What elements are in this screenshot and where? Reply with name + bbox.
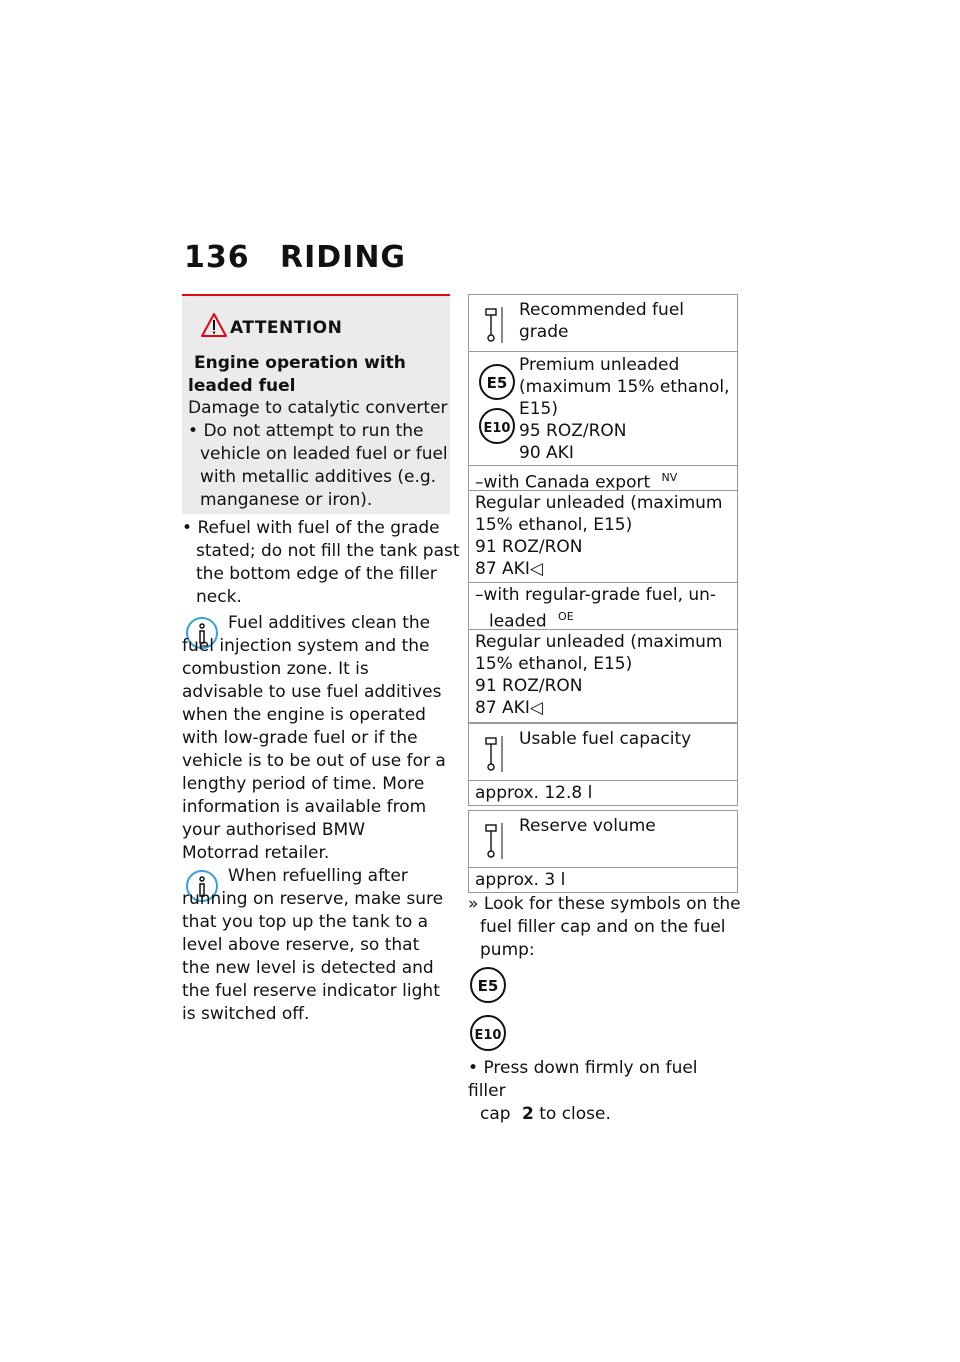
premium-line: 95 ROZ/RON [519, 421, 627, 441]
attention-subtitle-line1: Engine operation with [194, 353, 406, 373]
reserve-heading: Reserve volume [519, 816, 656, 836]
fuel-gauge-icon [483, 734, 505, 774]
regular-grade-label-line1: –with regular-grade fuel, un- [475, 585, 717, 605]
e10-label: E10 [474, 1028, 502, 1043]
attention-bullet: • Do not attempt to run the vehicle on leaded fuel or fuel with metallic additives (e.g. manganese or iron). [188, 421, 448, 510]
regular-grade-sup: OE [558, 610, 574, 623]
attention-bullet-text: Do not attempt to run the vehicle on leaded fuel or fuel with metallic additives (e.g. manganese or iron). [200, 421, 448, 510]
reserve-heading-row [469, 811, 737, 867]
capacity-value: approx. 12.8 l [475, 783, 593, 803]
regular-line: 87 AKI◁ [475, 698, 543, 718]
press-text-1: Press down firmly on fuel filler [468, 1058, 698, 1101]
regular-text-1 [475, 492, 731, 580]
page-header [184, 240, 406, 275]
premium-line: E15) [519, 399, 559, 419]
premium-text [519, 354, 733, 464]
premium-row [469, 351, 737, 465]
regular-line: 15% ethanol, E15) [475, 654, 633, 674]
regular-line: 91 ROZ/RON [475, 676, 583, 696]
capacity-heading: Usable fuel capacity [519, 729, 692, 749]
regular-line: 87 AKI◁ [475, 559, 543, 579]
attention-subtitle [188, 352, 406, 398]
press-cap-bullet [468, 1057, 740, 1126]
attention-title: ATTENTION [230, 318, 343, 338]
attention-subtitle-line2: leaded fuel [188, 376, 296, 396]
attention-box [182, 294, 450, 514]
info-text-additives: Fuel additives clean the fuel injection system and the combustion zone. It is advisable to use fuel additives when the engine is operated with low-grade fuel or if the vehicle is to be out of use for a lengthy period of time. More information is available from your authorised BMW Motorrad retailer. [182, 613, 446, 863]
capacity-table [468, 723, 738, 806]
look-for-symbols [468, 893, 750, 962]
regular-line: 15% ethanol, E15) [475, 515, 633, 535]
regular-row-2 [469, 629, 737, 722]
reserve-value: approx. 3 l [475, 870, 566, 890]
regular-grade-label-text: leaded [489, 611, 547, 632]
premium-line: 90 AKI [519, 443, 574, 463]
regular-row-1 [469, 490, 737, 582]
section-title: RIDING [280, 240, 407, 275]
refuel-bullet: • Refuel with fuel of the grade stated; do not fill the tank past the bottom edge of the filler neck. [182, 518, 460, 607]
fuel-gauge-icon [483, 821, 505, 861]
regular-line: Regular unleaded (maximum [475, 632, 723, 652]
fuel-grade-table [468, 294, 738, 723]
e5-symbol-icon [468, 965, 508, 1005]
warning-triangle-icon [200, 312, 228, 338]
info-text-reserve: When refuelling after running on reserve, make sure that you top up the tank to a level above reserve, so that the new level is detected and the fuel reserve indicator light is switched off. [182, 866, 444, 1024]
page-number: 136 [184, 240, 250, 275]
e10-symbol-icon [477, 406, 517, 446]
e10-symbol-icon [468, 1013, 508, 1053]
refuel-bullet-text: Refuel with fuel of the grade stated; do not fill the tank past the bottom edge of the filler neck. [196, 518, 460, 607]
regular-grade-row [469, 582, 737, 632]
e5-label: E5 [477, 977, 499, 995]
fuel-gauge-icon [483, 305, 505, 345]
press-text-2b: to close. [539, 1104, 611, 1124]
reserve-table [468, 810, 738, 893]
fuel-grade-heading: Recommended fuel grade [519, 300, 684, 342]
look-text: Look for these symbols on the fuel filler cap and on the fuel pump: [480, 894, 741, 960]
look-symbol: » [468, 894, 479, 914]
regular-line: 91 ROZ/RON [475, 537, 583, 557]
capacity-value-row [469, 780, 737, 805]
svg-text:E5: E5 [486, 374, 508, 392]
canada-label-text: –with Canada export [475, 472, 651, 493]
regular-text-2 [475, 631, 731, 719]
regular-line: Regular unleaded (maximum [475, 493, 723, 513]
svg-text:E10: E10 [483, 421, 511, 436]
press-line2 [468, 1103, 740, 1126]
premium-line: Premium unleaded [519, 355, 680, 375]
regular-grade-label [475, 584, 731, 633]
canada-sup: NV [661, 471, 678, 484]
capacity-heading-row [469, 724, 737, 780]
press-text-2a: cap [480, 1104, 511, 1124]
press-line1: • Press down firmly on fuel filler [468, 1058, 698, 1101]
e5-symbol-icon [477, 362, 517, 402]
premium-line: (maximum 15% ethanol, [519, 377, 730, 397]
fuel-grade-heading-row [469, 295, 737, 351]
reserve-value-row [469, 867, 737, 892]
press-callout-number: 2 [521, 1104, 534, 1124]
canada-row [469, 465, 737, 493]
attention-consequence: Damage to catalytic converter [188, 398, 448, 418]
